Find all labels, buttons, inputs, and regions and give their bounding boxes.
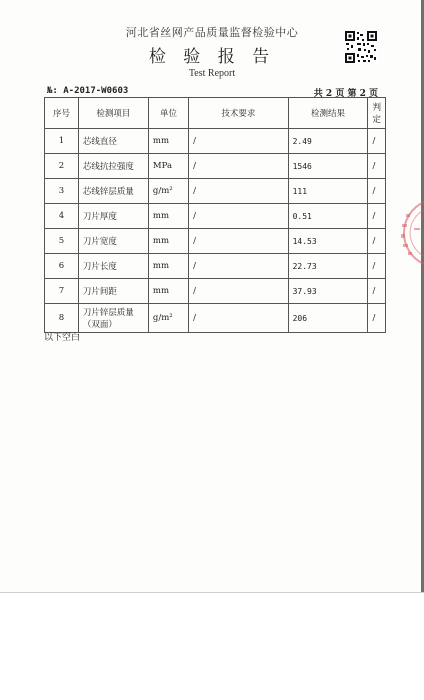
- cell-result: 2.49: [288, 129, 368, 154]
- cell-seq: 4: [45, 204, 79, 229]
- cell-seq: 7: [45, 279, 79, 304]
- cell-result: 37.93: [288, 279, 368, 304]
- report-number: №: A-2017-W0603: [47, 86, 129, 96]
- header-result: 检测结果: [288, 98, 368, 129]
- cell-verdict: /: [368, 254, 386, 279]
- cell-verdict: /: [368, 154, 386, 179]
- table-row: [45, 129, 386, 154]
- cell-result: 206: [288, 304, 368, 333]
- cell-unit: mm: [148, 129, 188, 154]
- cell-unit: g/m²: [148, 179, 188, 204]
- cell-verdict: /: [368, 229, 386, 254]
- cell-verdict: /: [368, 129, 386, 154]
- cell-item: 芯线直径: [78, 129, 148, 154]
- report-title-en: Test Report: [188, 68, 236, 79]
- cell-result: 14.53: [288, 229, 368, 254]
- header-verdict: 判定: [368, 98, 386, 129]
- cell-result: 1546: [288, 154, 368, 179]
- blank-below-note: 以下空白: [44, 333, 81, 343]
- header-requirement: 技术要求: [189, 98, 288, 129]
- cell-item: 刀片长度: [78, 254, 148, 279]
- table-row: [45, 304, 386, 333]
- cell-verdict: /: [368, 304, 386, 333]
- cell-requirement: /: [189, 154, 288, 179]
- cell-unit: mm: [148, 204, 188, 229]
- cell-requirement: /: [189, 129, 288, 154]
- results-table: [44, 97, 386, 333]
- qr-code-icon: [344, 30, 378, 64]
- table-row: [45, 254, 386, 279]
- header-seq: 序号: [45, 98, 79, 129]
- cell-requirement: /: [189, 304, 288, 333]
- report-title-cn: 检 验 报 告: [148, 47, 276, 67]
- cell-seq: 1: [45, 129, 79, 154]
- cell-item: 刀片间距: [78, 279, 148, 304]
- cell-item: 刀片厚度: [78, 204, 148, 229]
- cell-requirement: /: [189, 179, 288, 204]
- cell-requirement: /: [189, 254, 288, 279]
- cell-item: 刀片宽度: [78, 229, 148, 254]
- table-row: [45, 279, 386, 304]
- header-unit: 单位: [148, 98, 188, 129]
- table-row: [45, 179, 386, 204]
- table-row: [45, 154, 386, 179]
- cell-requirement: /: [189, 279, 288, 304]
- cell-requirement: /: [189, 204, 288, 229]
- cell-verdict: /: [368, 279, 386, 304]
- cell-unit: mm: [148, 254, 188, 279]
- cell-verdict: /: [368, 179, 386, 204]
- cell-seq: 6: [45, 254, 79, 279]
- header-item: 检测项目: [78, 98, 148, 129]
- cell-seq: 8: [45, 304, 79, 333]
- cell-seq: 2: [45, 154, 79, 179]
- organization-name: 河北省丝网产品质量监督检验中心: [125, 26, 299, 39]
- cell-seq: 5: [45, 229, 79, 254]
- cell-item: 刀片锌层质量（双面）: [78, 304, 148, 333]
- cell-unit: g/m²: [148, 304, 188, 333]
- cell-seq: 3: [45, 179, 79, 204]
- cell-result: 0.51: [288, 204, 368, 229]
- cell-unit: mm: [148, 279, 188, 304]
- cell-result: 22.73: [288, 254, 368, 279]
- cell-unit: MPa: [148, 154, 188, 179]
- cell-item: 芯线抗拉强度: [78, 154, 148, 179]
- red-seal-stamp-icon: [394, 198, 424, 268]
- cell-item: 芯线锌层质量: [78, 179, 148, 204]
- cell-requirement: /: [189, 229, 288, 254]
- cell-verdict: /: [368, 204, 386, 229]
- page-indicator: 共 2 页 第 2 页: [313, 89, 378, 99]
- table-row: [45, 204, 386, 229]
- table-header-row: [45, 98, 386, 129]
- table-row: [45, 229, 386, 254]
- cell-unit: mm: [148, 229, 188, 254]
- cell-result: 111: [288, 179, 368, 204]
